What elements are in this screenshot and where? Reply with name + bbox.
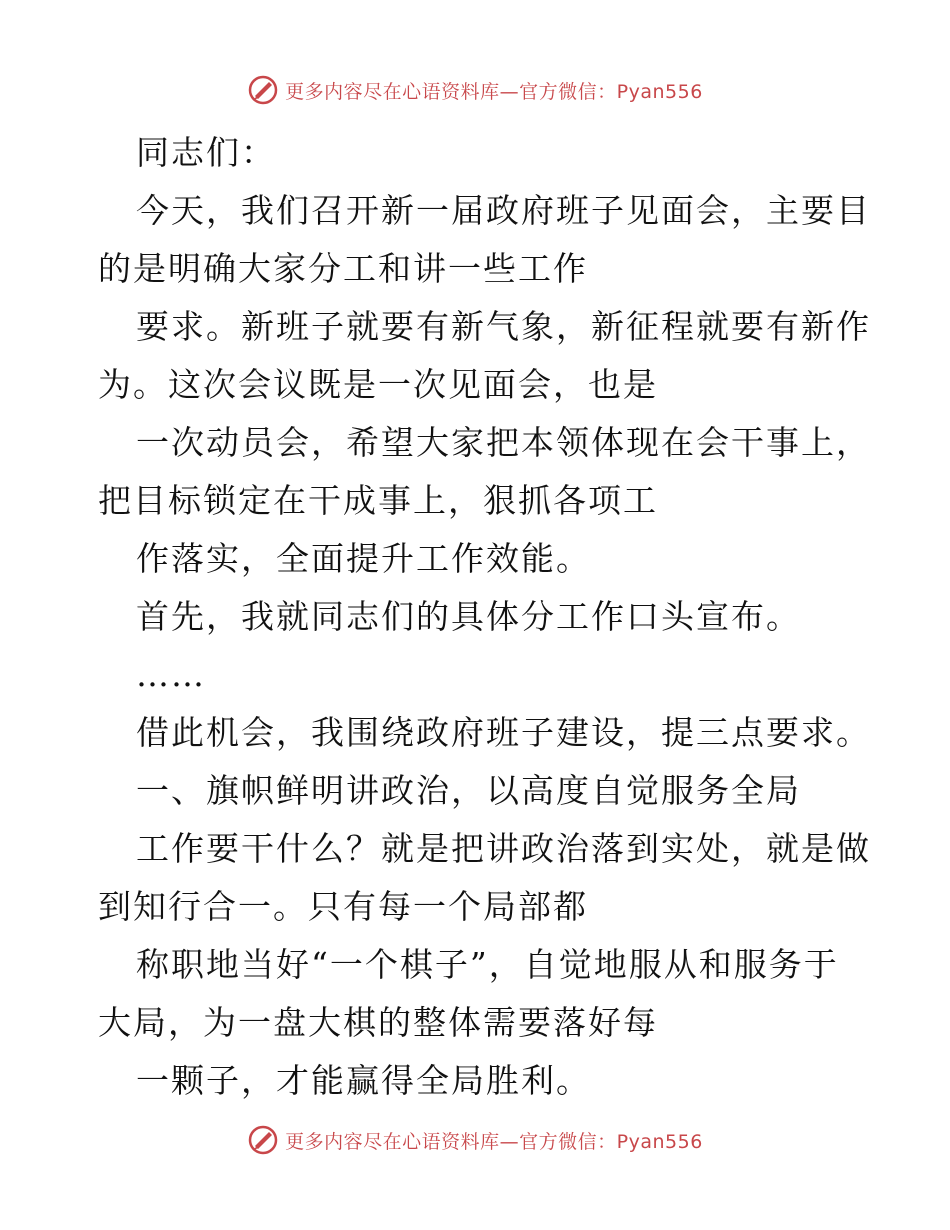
text-line: 到知行合一。只有每一个局部都: [98, 887, 588, 926]
text-line: 作落实，全面提升工作效能。: [136, 539, 591, 578]
text-line: 为。这次会议既是一次见面会，也是: [98, 365, 658, 404]
library-logo-icon: [247, 74, 279, 106]
library-logo-icon: [247, 1124, 279, 1156]
header-watermark-text: 更多内容尽在心语资料库—官方微信：Pyan556: [285, 80, 703, 103]
text-line: 要求。新班子就要有新气象，新征程就要有新作: [136, 307, 871, 346]
text-line: 工作要干什么？就是把讲政治落到实处，就是做: [136, 829, 871, 868]
text-line: 称职地当好“一个棋子”，自觉地服从和服务于: [136, 945, 839, 984]
text-line: 今天，我们召开新一届政府班子见面会，主要目: [136, 191, 871, 230]
text-line: 的是明确大家分工和讲一些工作: [98, 249, 588, 288]
text-line: 一、旗帜鲜明讲政治，以高度自觉服务全局: [136, 771, 801, 810]
footer-watermark: [0, 1124, 950, 1156]
text-line: 借此机会，我围绕政府班子建设，提三点要求。: [136, 713, 871, 752]
text-line: 把目标锁定在干成事上，狠抓各项工: [98, 481, 658, 520]
text-line: ……: [136, 655, 206, 694]
footer-watermark-text: 更多内容尽在心语资料库—官方微信：Pyan556: [285, 1130, 703, 1153]
text-line: 一颗子，才能赢得全局胜利。: [136, 1061, 591, 1100]
text-line: 一次动员会，希望大家把本领体现在会干事上，: [136, 423, 871, 462]
text-line: 同志们：: [136, 133, 276, 172]
text-line: 首先，我就同志们的具体分工作口头宣布。: [136, 597, 801, 636]
text-line: 大局，为一盘大棋的整体需要落好每: [98, 1003, 658, 1042]
document-body: [98, 124, 871, 1110]
header-watermark: [0, 74, 950, 106]
